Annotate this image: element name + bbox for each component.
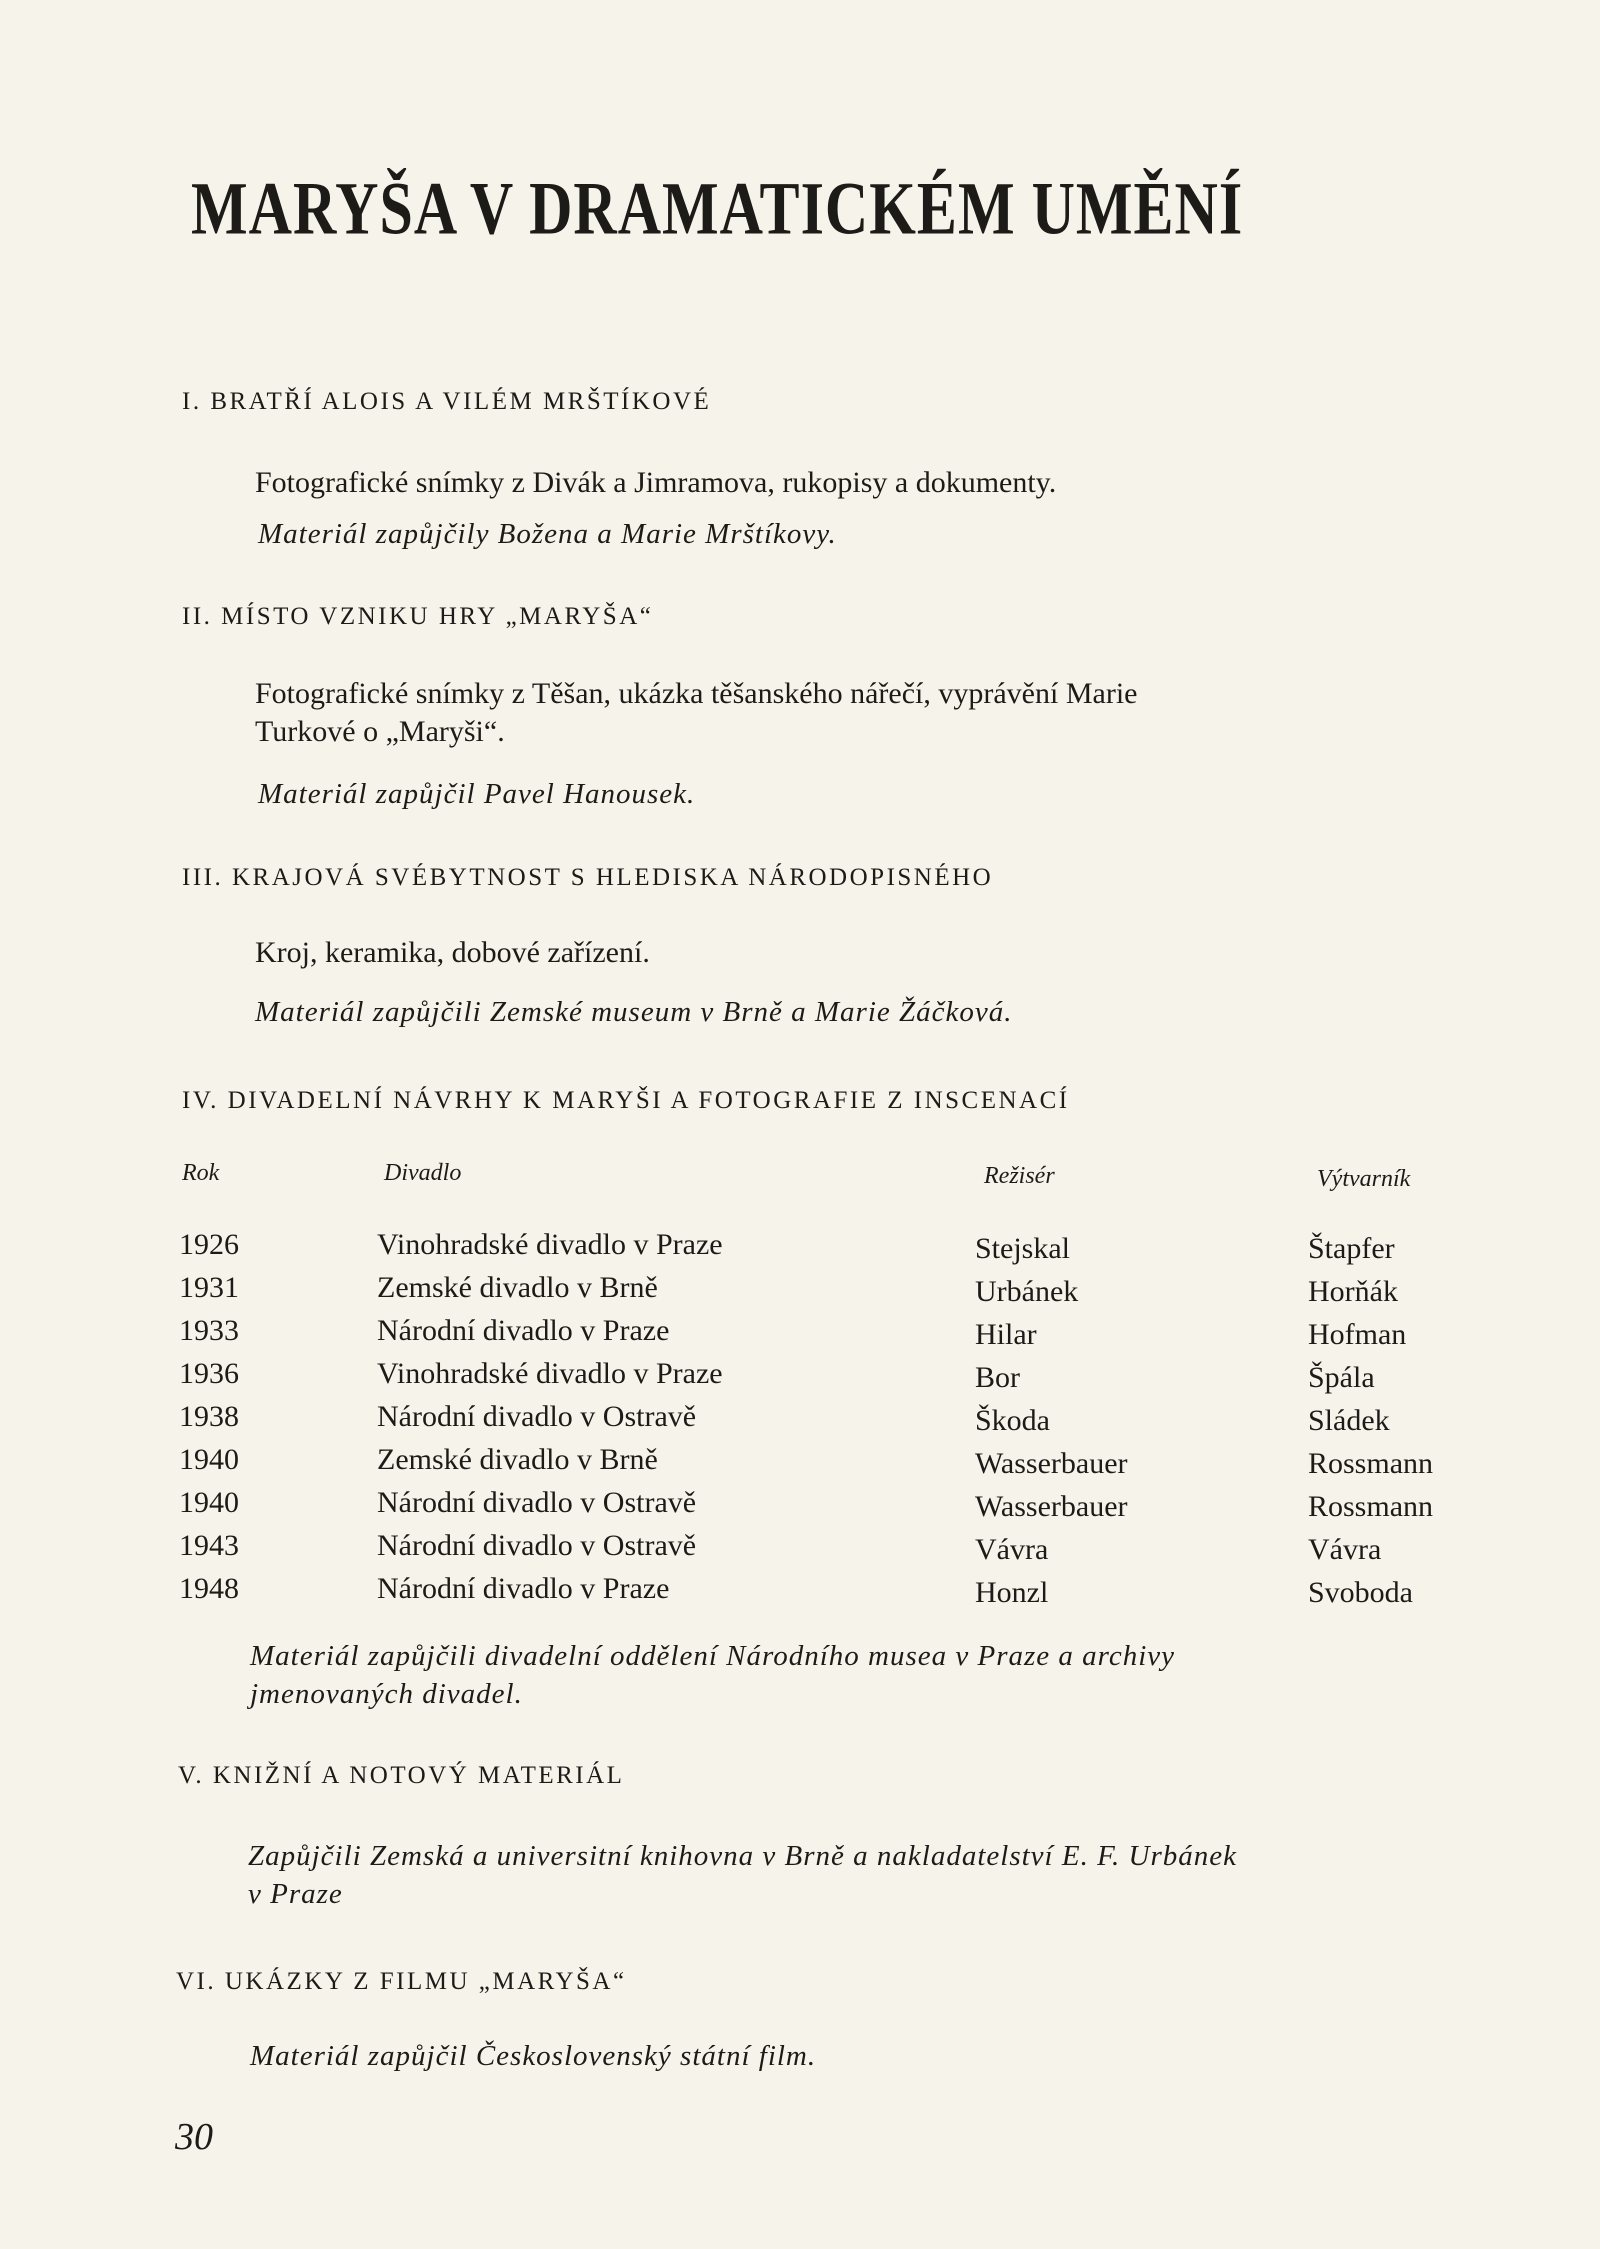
section-credit: Zapůjčili Zemská a universitní knihovna v Brně a nakladatelství E. F. Urbánek [248, 1840, 1238, 1872]
cell-designer: Rossmann [1308, 1447, 1434, 1480]
table-header-director: Režisér [984, 1163, 1055, 1189]
section-heading-5: V. KNIŽNÍ A NOTOVÝ MATERIÁL [178, 1762, 625, 1789]
cell-director: Vávra [975, 1533, 1049, 1566]
section-credit: Materiál zapůjčily Božena a Marie Mrštíkovy. [258, 518, 837, 550]
cell-theatre: Vinohradské divadlo v Praze [377, 1357, 723, 1390]
cell-director: Honzl [975, 1576, 1049, 1609]
cell-designer: Rossmann [1308, 1490, 1434, 1523]
cell-year: 1936 [179, 1357, 239, 1390]
cell-designer: Špála [1308, 1361, 1375, 1394]
cell-director: Bor [975, 1361, 1020, 1394]
cell-director: Wasserbauer [975, 1447, 1128, 1480]
cell-theatre: Národní divadlo v Praze [377, 1314, 670, 1347]
cell-designer: Vávra [1308, 1533, 1382, 1566]
cell-year: 1938 [179, 1400, 239, 1433]
cell-year: 1933 [179, 1314, 239, 1347]
section-heading-6: VI. UKÁZKY Z FILMU „MARYŠA“ [176, 1968, 627, 1995]
table-header-year: Rok [182, 1160, 220, 1186]
section-heading-3: III. KRAJOVÁ SVÉBYTNOST S HLEDISKA NÁRODOPISNÉHO [182, 864, 994, 891]
cell-designer: Svoboda [1308, 1576, 1413, 1609]
cell-designer: Hofman [1308, 1318, 1407, 1351]
section-text: Turkové o „Maryši“. [255, 715, 505, 748]
cell-director: Wasserbauer [975, 1490, 1128, 1523]
cell-director: Hilar [975, 1318, 1037, 1351]
cell-year: 1940 [179, 1486, 239, 1519]
section-credit: Materiál zapůjčili divadelní oddělení Národního musea v Praze a archivy [250, 1640, 1176, 1672]
section-credit: Materiál zapůjčili Zemské museum v Brně a Marie Žáčková. [255, 996, 1013, 1028]
section-credit: v Praze [248, 1878, 343, 1910]
page-number: 30 [175, 2116, 213, 2158]
cell-year: 1940 [179, 1443, 239, 1476]
table-header-designer: Výtvarník [1317, 1166, 1411, 1192]
section-text: Fotografické snímky z Těšan, ukázka těšanského nářečí, vyprávění Marie [255, 677, 1138, 710]
cell-theatre: Zemské divadlo v Brně [377, 1443, 658, 1476]
cell-year: 1931 [179, 1271, 239, 1304]
cell-director: Škoda [975, 1404, 1050, 1437]
section-credit: jmenovaných divadel. [250, 1678, 523, 1710]
cell-year: 1948 [179, 1572, 239, 1605]
cell-theatre: Národní divadlo v Praze [377, 1572, 670, 1605]
cell-theatre: Národní divadlo v Ostravě [377, 1400, 697, 1433]
table-header-theatre: Divadlo [384, 1160, 462, 1186]
cell-director: Stejskal [975, 1232, 1070, 1265]
cell-theatre: Vinohradské divadlo v Praze [377, 1228, 723, 1261]
cell-theatre: Národní divadlo v Ostravě [377, 1529, 697, 1562]
cell-designer: Sládek [1308, 1404, 1390, 1437]
cell-theatre: Národní divadlo v Ostravě [377, 1486, 697, 1519]
cell-theatre: Zemské divadlo v Brně [377, 1271, 658, 1304]
section-credit: Materiál zapůjčil Československý státní film. [250, 2040, 817, 2072]
section-text: Kroj, keramika, dobové zařízení. [255, 936, 650, 969]
section-credit: Materiál zapůjčil Pavel Hanousek. [258, 778, 696, 810]
section-heading-4: IV. DIVADELNÍ NÁVRHY K MARYŠI A FOTOGRAFIE Z INSCENACÍ [182, 1087, 1070, 1114]
cell-year: 1926 [179, 1228, 239, 1261]
cell-director: Urbánek [975, 1275, 1079, 1308]
cell-designer: Horňák [1308, 1275, 1398, 1308]
section-text: Fotografické snímky z Divák a Jimramova, rukopisy a dokumenty. [255, 466, 1057, 499]
cell-designer: Štapfer [1308, 1232, 1395, 1265]
section-heading-2: II. MÍSTO VZNIKU HRY „MARYŠA“ [182, 603, 654, 630]
cell-year: 1943 [179, 1529, 239, 1562]
page-title: MARYŠA V DRAMATICKÉM UMĚNÍ [191, 167, 1244, 250]
section-heading-1: I. BRATŘÍ ALOIS A VILÉM MRŠTÍKOVÉ [182, 388, 712, 415]
